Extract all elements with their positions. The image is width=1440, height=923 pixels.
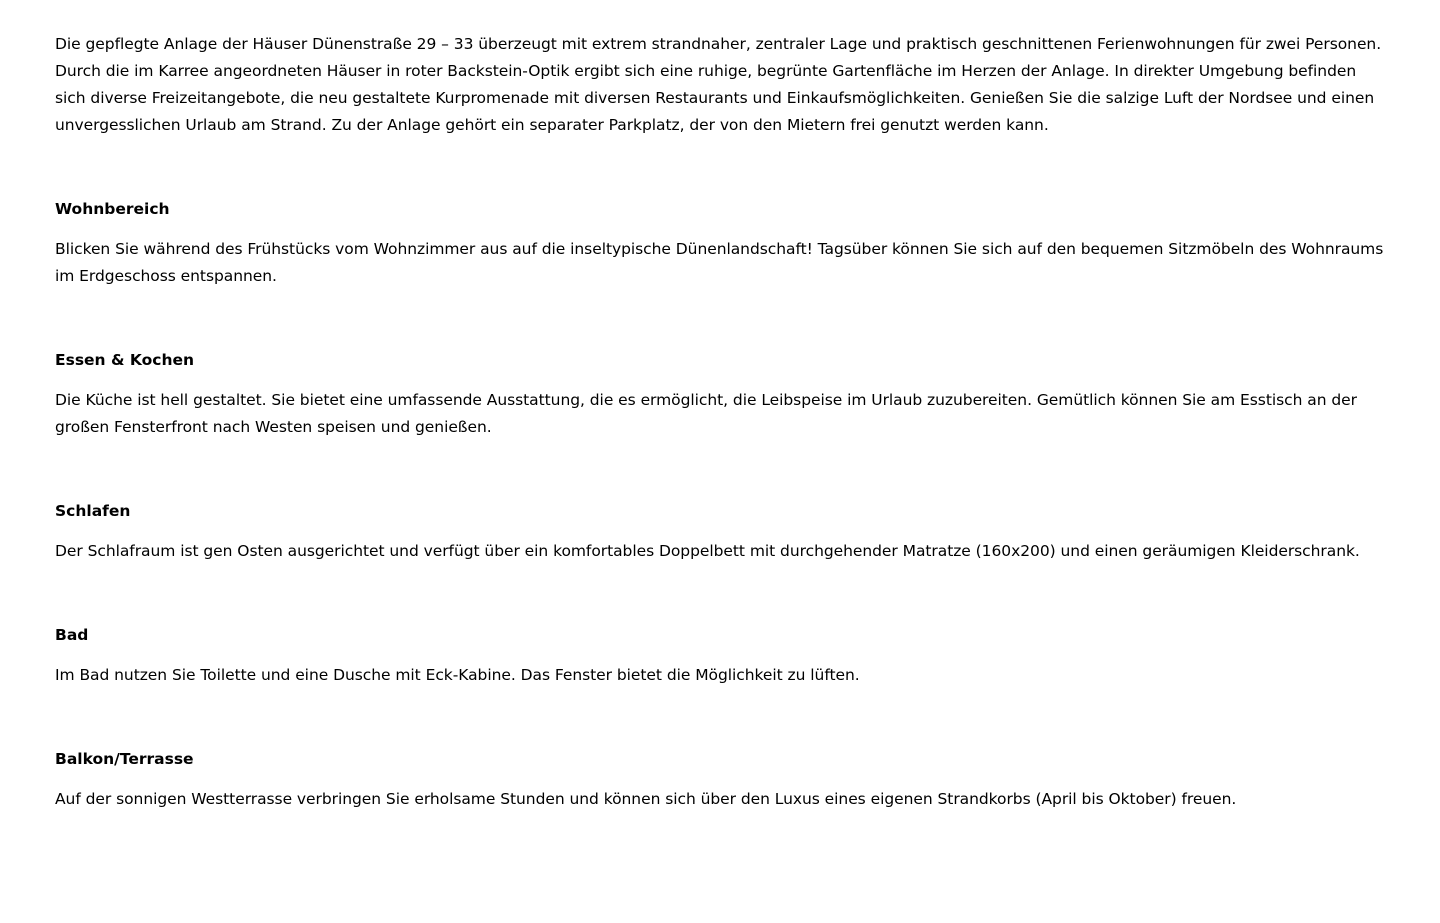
section-heading: Schlafen	[55, 502, 131, 520]
section-bad	[55, 622, 1385, 689]
section-text: Blicken Sie während des Frühstücks vom Wohnzimmer aus auf die inseltypische Dünenlandschaft! Tagsüber können Sie sich auf den bequemen Sitzmöbeln des Wohnraums im Erdgeschoss entspannen.	[55, 240, 1384, 285]
section-schlafen	[55, 498, 1385, 565]
section-essen-kochen	[55, 347, 1385, 441]
document-body	[55, 31, 1385, 813]
section-heading: Essen & Kochen	[55, 351, 195, 369]
section-heading: Wohnbereich	[55, 200, 170, 218]
section-text: Im Bad nutzen Sie Toilette und eine Dusche mit Eck-Kabine. Das Fenster bietet die Möglichkeit zu lüften.	[55, 666, 860, 684]
section-text: Der Schlafraum ist gen Osten ausgerichtet und verfügt über ein komfortables Doppelbett mit durchgehender Matratze (160x200) und einen geräumigen Kleiderschrank.	[55, 542, 1360, 560]
section-text: Die Küche ist hell gestaltet. Sie bietet eine umfassende Ausstattung, die es ermöglicht, die Leibspeise im Urlaub zuzubereiten. Gemütlich können Sie am Esstisch an der großen Fensterfront nach Westen speisen und genießen.	[55, 391, 1357, 436]
section-heading: Balkon/Terrasse	[55, 750, 194, 768]
section-wohnbereich	[55, 196, 1385, 290]
intro-paragraph: Die gepflegte Anlage der Häuser Dünenstraße 29 – 33 überzeugt mit extrem strandnaher, zentraler Lage und praktisch geschnittenen Ferienwohnungen für zwei Personen. Durch die im Karree angeordneten Häuser in roter Backstein-Optik ergibt sich eine ruhige, begrünte Gartenfläche im Herzen der Anlage. In direkter Umgebung befinden sich diverse Freizeitangebote, die neu gestaltete Kurpromenade mit diversen Restaurants und Einkaufsmöglichkeiten. Genießen Sie die salzige Luft der Nordsee und einen unvergesslichen Urlaub am Strand. Zu der Anlage gehört ein separater Parkplatz, der von den Mietern frei genutzt werden kann.	[55, 35, 1382, 134]
section-balkon-terrasse	[55, 746, 1385, 813]
section-heading: Bad	[55, 626, 89, 644]
section-text: Auf der sonnigen Westterrasse verbringen Sie erholsame Stunden und können sich über den Luxus eines eigenen Strandkorbs (April bis Oktober) freuen.	[55, 790, 1237, 808]
